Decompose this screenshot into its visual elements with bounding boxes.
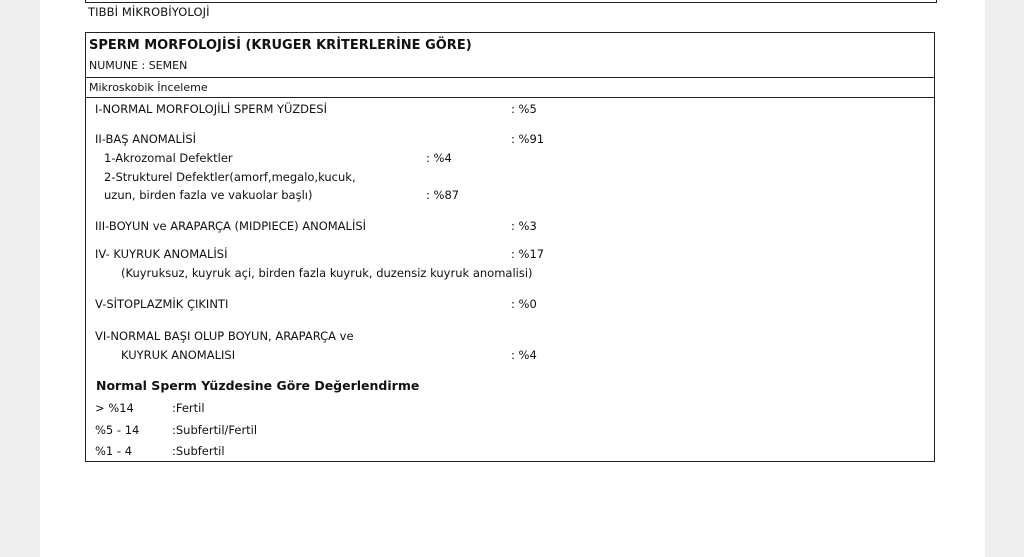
report-title: SPERM MORFOLOJİSİ (KRUGER KRİTERLERİNE GÖRE) xyxy=(89,38,472,53)
subitem-value: : %4 xyxy=(426,151,452,165)
item-value: : %4 xyxy=(511,348,537,362)
item-label: VI-NORMAL BAŞI OLUP BOYUN, ARAPARÇA ve xyxy=(95,329,354,343)
item-label: II-BAŞ ANOMALİSİ xyxy=(95,132,197,146)
evaluation-range: > %14 xyxy=(95,401,134,415)
item-label: V-SİTOPLAZMİK ÇIKINTI xyxy=(95,297,229,311)
item-value: : %5 xyxy=(511,102,537,116)
divider xyxy=(86,97,934,98)
item-label: IV- KUYRUK ANOMALİSİ xyxy=(95,247,228,261)
evaluation-range: %5 - 14 xyxy=(95,423,140,437)
section-label: Mikroskobik İnceleme xyxy=(89,81,208,94)
item-value: : %91 xyxy=(511,132,545,146)
subitem-label: 2-Strukturel Defektler(amorf,megalo,kucuk, xyxy=(104,170,356,184)
subitem-label-cont: uzun, birden fazla ve vakuolar başlı) xyxy=(104,188,313,202)
item-label: III-BOYUN ve ARAPARÇA (MIDPIECE) ANOMALİSİ xyxy=(95,219,367,233)
evaluation-range: %1 - 4 xyxy=(95,444,133,458)
item-label-cont: KUYRUK ANOMALISI xyxy=(121,348,236,362)
subitem-label: 1-Akrozomal Defektler xyxy=(104,151,233,165)
department-label: TIBBİ MİKROBİYOLOJİ xyxy=(88,5,210,19)
item-note: (Kuyruksuz, kuyruk açi, birden fazla kuyruk, duzensiz kuyruk anomalisi) xyxy=(121,266,533,280)
subitem-value: : %87 xyxy=(426,188,460,202)
item-value: : %0 xyxy=(511,297,537,311)
divider xyxy=(86,77,934,78)
evaluation-result: :Fertil xyxy=(172,401,205,415)
item-value: : %17 xyxy=(511,247,545,261)
sample-label: NUMUNE : SEMEN xyxy=(89,59,188,72)
evaluation-title: Normal Sperm Yüzdesine Göre Değerlendirme xyxy=(96,378,420,393)
evaluation-result: :Subfertil/Fertil xyxy=(172,423,258,437)
top-frame xyxy=(85,0,937,3)
item-value: : %3 xyxy=(511,219,537,233)
evaluation-result: :Subfertil xyxy=(172,444,225,458)
report-box xyxy=(85,32,935,462)
item-label: I-NORMAL MORFOLOJİLİ SPERM YÜZDESİ xyxy=(95,102,327,116)
